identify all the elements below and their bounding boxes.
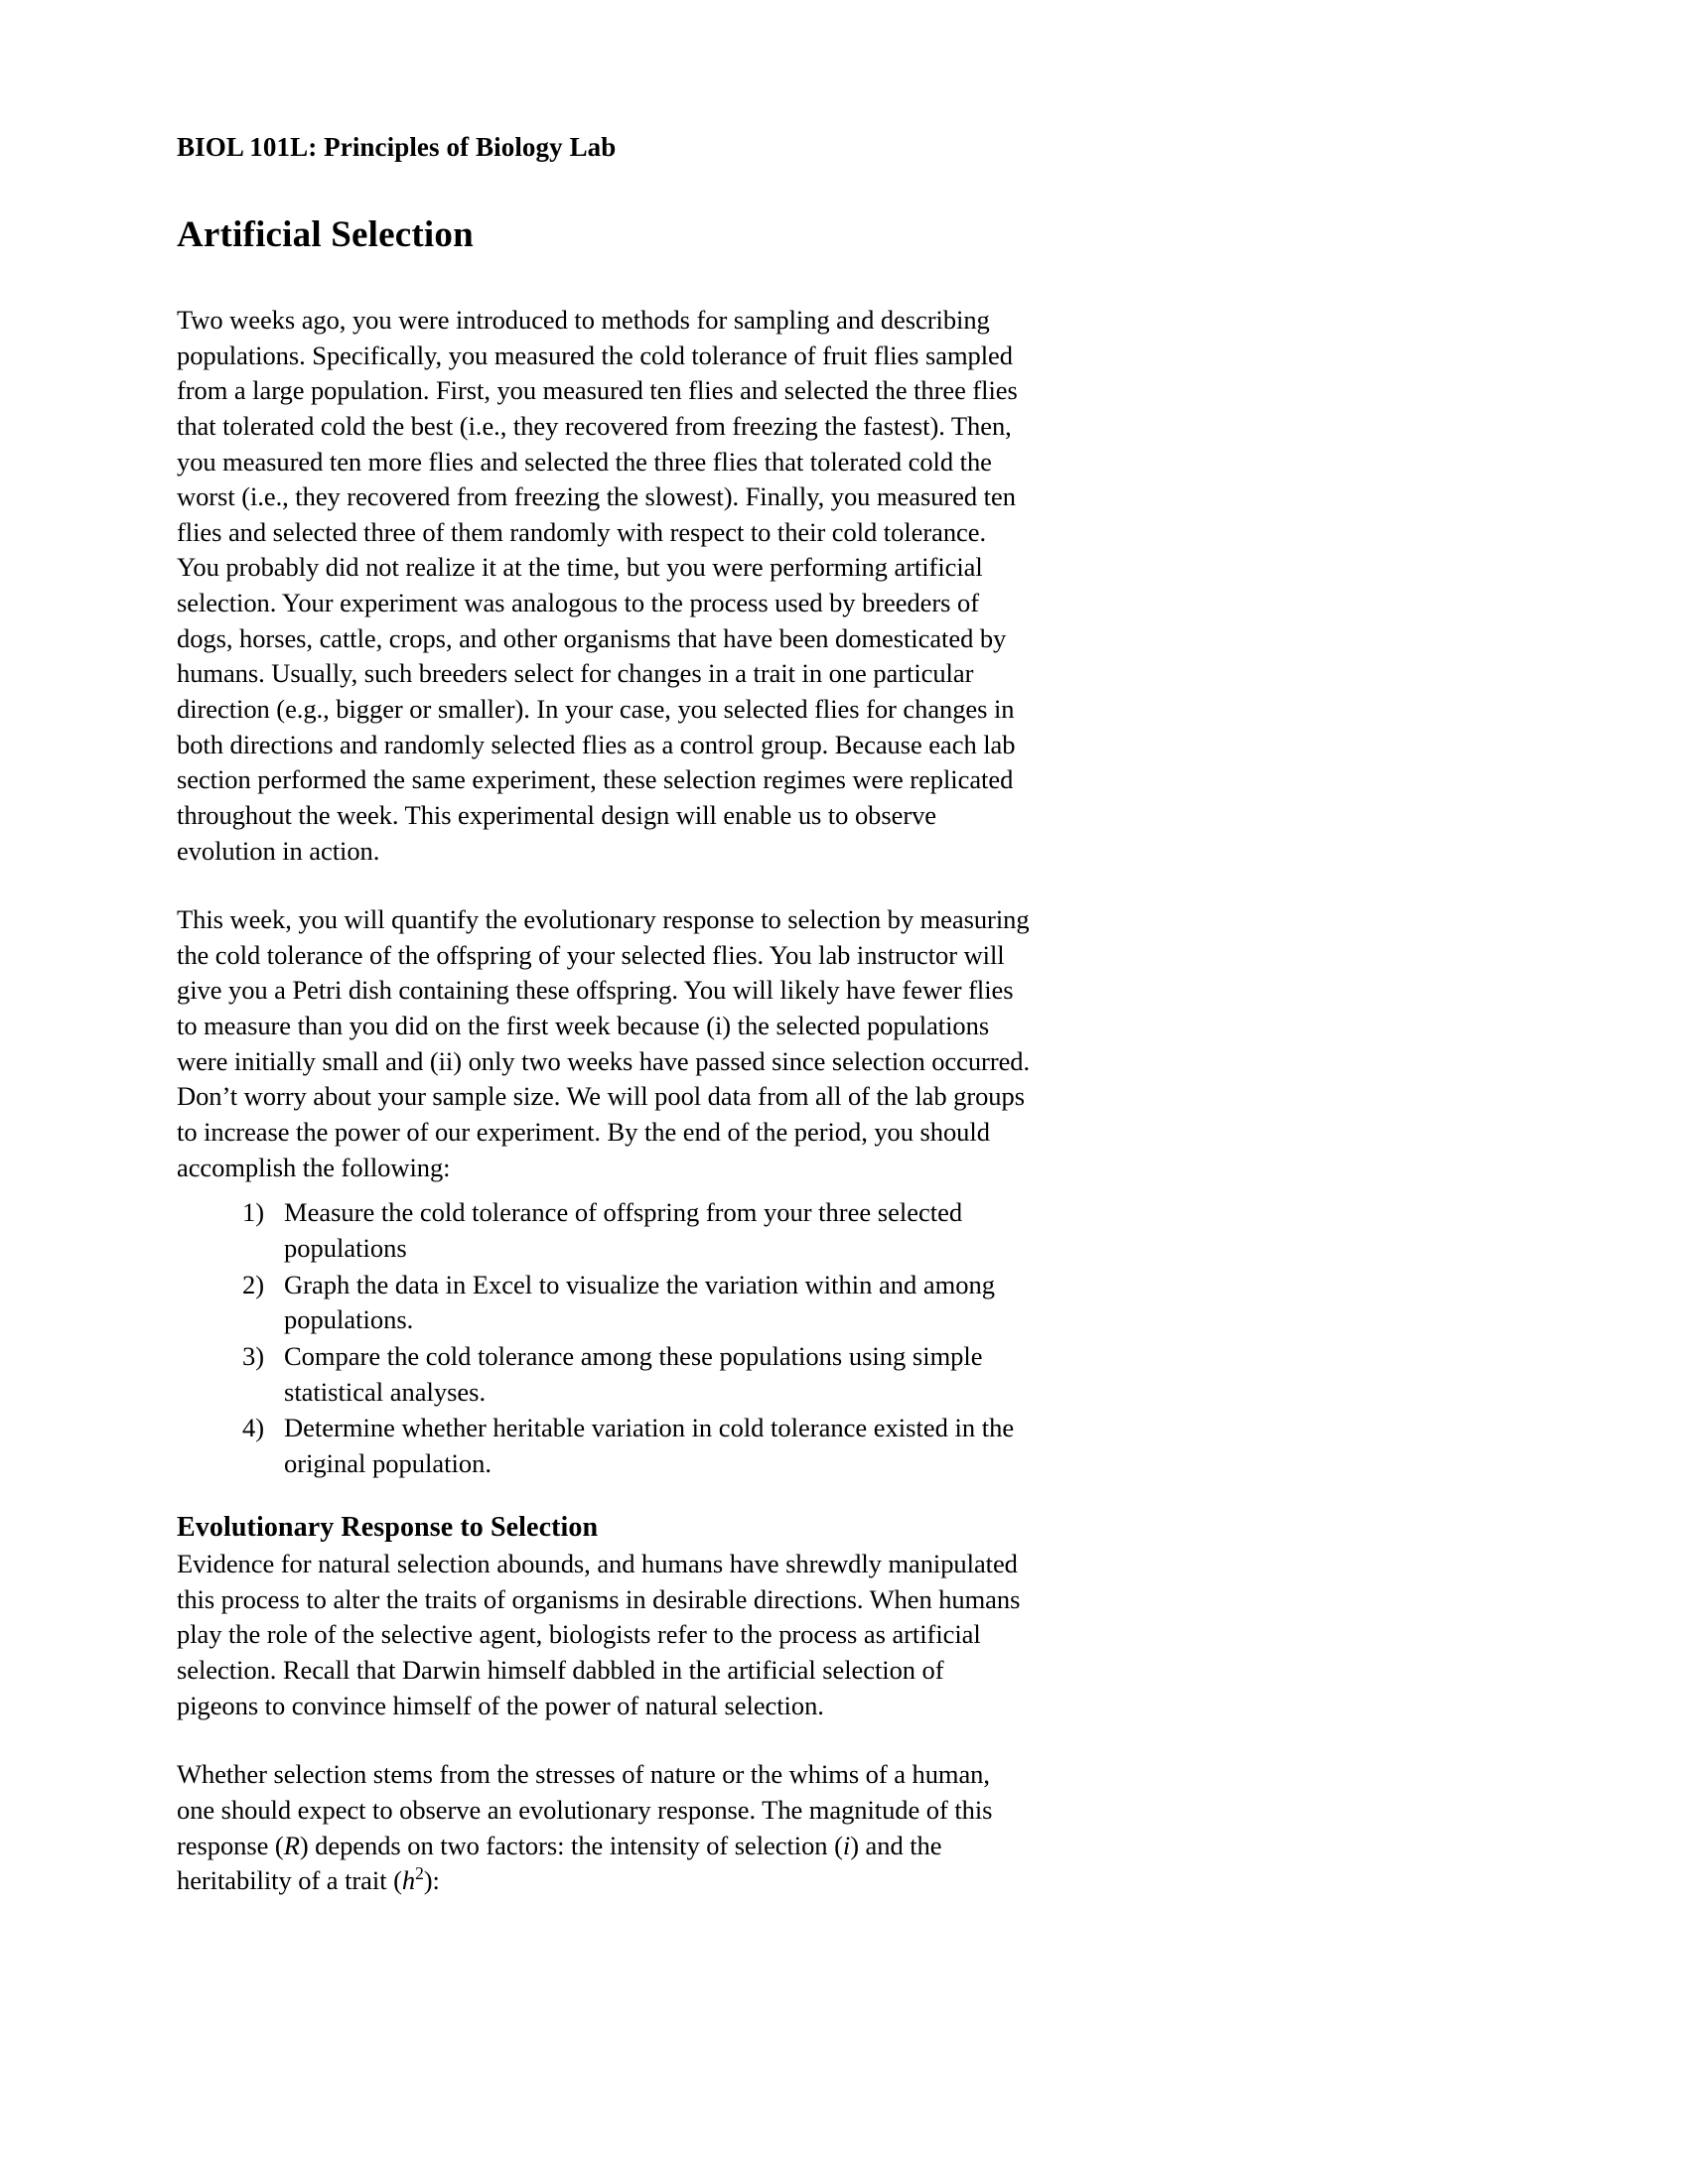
- course-header: BIOL 101L: Principles of Biology Lab: [177, 132, 617, 162]
- final-text-part3: ) and the heritability of a trait (: [177, 1830, 942, 1896]
- final-text-part2: ) depends on two factors: the intensity of selection (: [299, 1830, 843, 1860]
- paragraph-final: [177, 1757, 1031, 1899]
- paragraph-evidence: Evidence for natural selection abounds, and humans have shrewdly manipulated this process to alter the traits of organisms in desirable directions. When humans play the role of the selective agent, biologists refer to the process as artificial selection. Recall that Darwin himself dabbled in the artificial selection of pigeons to convince himself of the power of natural selection.: [177, 1549, 1021, 1720]
- variable-response: R: [283, 1830, 300, 1860]
- task-list: [177, 1195, 1031, 1481]
- page-title: Artificial Selection: [177, 214, 474, 256]
- variable-intensity: i: [842, 1830, 851, 1860]
- final-text-part1: Whether selection stems from the stresses of nature or the whims of a human, one should expect to observe an evolutionary response. The magnitude of this response (: [177, 1759, 993, 1860]
- variable-heritability-base: h: [401, 1865, 416, 1896]
- paragraph-intro: Two weeks ago, you were introduced to methods for sampling and describing populations. Specifically, you measured the cold tolerance of fruit flies sampled from a large population. First, you measured ten flies and selected the three flies that tolerated cold the best (i.e., they recovered from freezing the fastest). Then, you measured ten more flies and selected the three flies that tolerated cold the worst (i.e., they recovered from freezing the slowest). Finally, you measured ten flies and selected three of them randomly with respect to their cold tolerance. You probably did not realize it at the time, but you were performing artificial selection. Your experiment was analogous to the process used by breeders of dogs, horses, cattle, crops, and other organisms that have been domesticated by humans. Usually, such breeders select for changes in a trait in one particular direction (e.g., bigger or smaller). In your case, you selected flies for changes in both directions and randomly selected flies as a control group. Because each lab section performed the same experiment, these selection regimes were replicated throughout the week. This experimental design will enable us to observe evolution in action.: [177, 304, 1018, 866]
- section-heading-evolutionary-response: Evolutionary Response to Selection: [177, 1512, 599, 1544]
- variable-heritability-exponent: 2: [415, 1863, 424, 1884]
- list-item: Compare the cold tolerance among these populations using simple statistical analyses.: [284, 1340, 983, 1407]
- list-item: Determine whether heritable variation in cold tolerance existed in the original population.: [284, 1413, 1015, 1478]
- list-item: Measure the cold tolerance of offspring from your three selected populations: [284, 1197, 963, 1263]
- final-text-part4: ):: [423, 1865, 440, 1896]
- list-item: Graph the data in Excel to visualize the variation within and among populations.: [284, 1269, 996, 1335]
- variable-heritability: [402, 1865, 424, 1895]
- document-content: [177, 131, 1031, 1933]
- paragraph-this-week: This week, you will quantify the evolutionary response to selection by measuring the cold tolerance of the offspring of your selected flies. You lab instructor will give you a Petri dish containing these offspring. You will likely have fewer flies to measure than you did on the first week because (i) the selected populations were initially small and (ii) only two weeks have passed since selection occurred. Don’t worry about your sample size. We will pool data from all of the lab groups to increase the power of our experiment. By the end of the period, you should accomplish the following:: [177, 904, 1031, 1182]
